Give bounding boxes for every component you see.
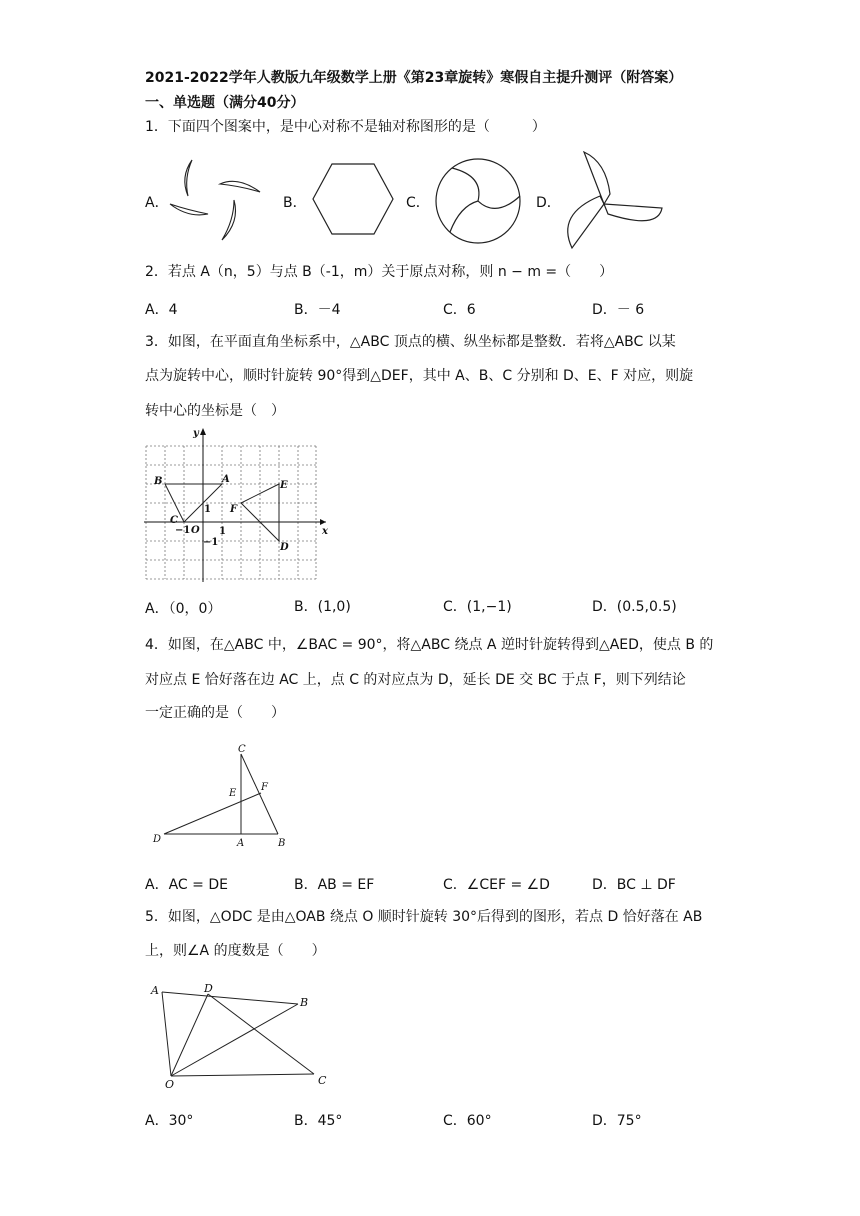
q3-point-f: F — [230, 504, 238, 515]
q3-tick-1-x: 1 — [219, 526, 226, 537]
q3-tick-neg1-x: −1 — [175, 525, 191, 536]
q1-label-a: A． — [145, 195, 169, 211]
q3-tick-neg1-y: −1 — [203, 537, 219, 548]
q2-option-d: D．－ 6 — [592, 302, 645, 318]
q5-option-c: C．60° — [443, 1113, 492, 1129]
q5-point-c: C — [318, 1074, 327, 1087]
q4-point-f: F — [261, 782, 268, 793]
q5-option-b: B．45° — [294, 1113, 343, 1129]
q3-line-1: 3．如图，在平面直角坐标系中，△ABC 顶点的横、纵坐标都是整数．若将△ABC 以某 — [145, 334, 676, 350]
q4-line-2: 对应点 E 恰好落在边 AC 上，点 C 的对应点为 D，延长 DE 交 BC 于点 F，则下列结论 — [145, 672, 686, 688]
q2-option-a: A．4 — [145, 302, 178, 318]
q5-point-a: A — [151, 984, 159, 997]
q4-line-3: 一定正确的是（ ） — [145, 705, 285, 721]
q4-point-d: D — [153, 834, 162, 845]
q5-point-b: B — [300, 996, 309, 1009]
document-title: 2021-2022学年人教版九年级数学上册《第23章旋转》寒假自主提升测评（附答案） — [145, 70, 683, 86]
q1-figure-a-petals — [162, 152, 270, 248]
q3-line-2: 点为旋转中心，顺时针旋转 90°得到△DEF，其中 A、B、C 分别和 D、E、F 对应，则旋 — [145, 368, 694, 384]
q2-option-b: B．－4 — [294, 302, 341, 318]
q4-point-b: B — [278, 838, 286, 849]
q3-axis-y-label: y — [193, 428, 199, 439]
q5-option-a: A．30° — [145, 1113, 194, 1129]
q5-point-d: D — [204, 982, 213, 995]
q5-line-1: 5．如图，△ODC 是由△OAB 绕点 O 顺时针旋转 30°后得到的图形，若点 D 恰好落在 AB — [145, 909, 703, 925]
q3-option-d: D．(0.5,0.5) — [592, 599, 677, 615]
q5-point-o: O — [165, 1078, 175, 1090]
q3-axis-x-label: x — [322, 526, 328, 537]
q3-option-c: C．(1,−1) — [443, 599, 512, 615]
q5-option-d: D．75° — [592, 1113, 642, 1129]
q4-option-b: B．AB = EF — [294, 877, 375, 893]
q1-label-b: B． — [283, 195, 307, 211]
q4-point-c: C — [238, 744, 246, 755]
q1-stem: 1．下面四个图案中，是中心对称不是轴对称图形的是（ ） — [145, 119, 546, 135]
q3-point-c: C — [170, 515, 178, 526]
q4-point-a: A — [237, 838, 245, 849]
q3-option-a: A．（0，0） — [145, 601, 222, 617]
q4-point-e: E — [229, 788, 237, 799]
q3-grid-figure — [144, 424, 336, 584]
q3-point-d: D — [280, 542, 289, 553]
q3-option-b: B．(1,0) — [294, 599, 351, 615]
q1-figure-c-circle — [432, 156, 524, 246]
q3-line-3: 转中心的坐标是（ ） — [145, 403, 285, 419]
section-heading: 一、单选题（满分40分） — [145, 95, 305, 111]
q1-label-d: D． — [536, 195, 561, 211]
q5-line-2: 上，则∠A 的度数是（ ） — [145, 943, 326, 959]
q4-triangle-figure — [150, 742, 300, 852]
q1-figure-d-pinwheel — [560, 150, 666, 250]
q4-option-a: A．AC = DE — [145, 877, 228, 893]
q4-option-d: D．BC ⊥ DF — [592, 877, 676, 893]
q3-origin-o: O — [191, 525, 200, 536]
q3-point-a: A — [222, 474, 230, 485]
q1-figure-b-hexagon — [310, 160, 396, 238]
q3-point-b: B — [154, 476, 163, 487]
q5-rotation-figure — [148, 978, 338, 1090]
q4-option-c: C．∠CEF = ∠D — [443, 877, 550, 893]
q2-option-c: C．6 — [443, 302, 476, 318]
q4-line-1: 4．如图，在△ABC 中，∠BAC = 90°，将△ABC 绕点 A 逆时针旋转得到△AED，使点 B 的 — [145, 637, 714, 653]
q3-point-e: E — [280, 480, 288, 491]
q3-tick-1-y: 1 — [204, 504, 211, 515]
q2-stem: 2．若点 A（n，5）与点 B（-1，m）关于原点对称，则 n − m =（ ） — [145, 264, 614, 280]
q1-label-c: C． — [406, 195, 430, 211]
